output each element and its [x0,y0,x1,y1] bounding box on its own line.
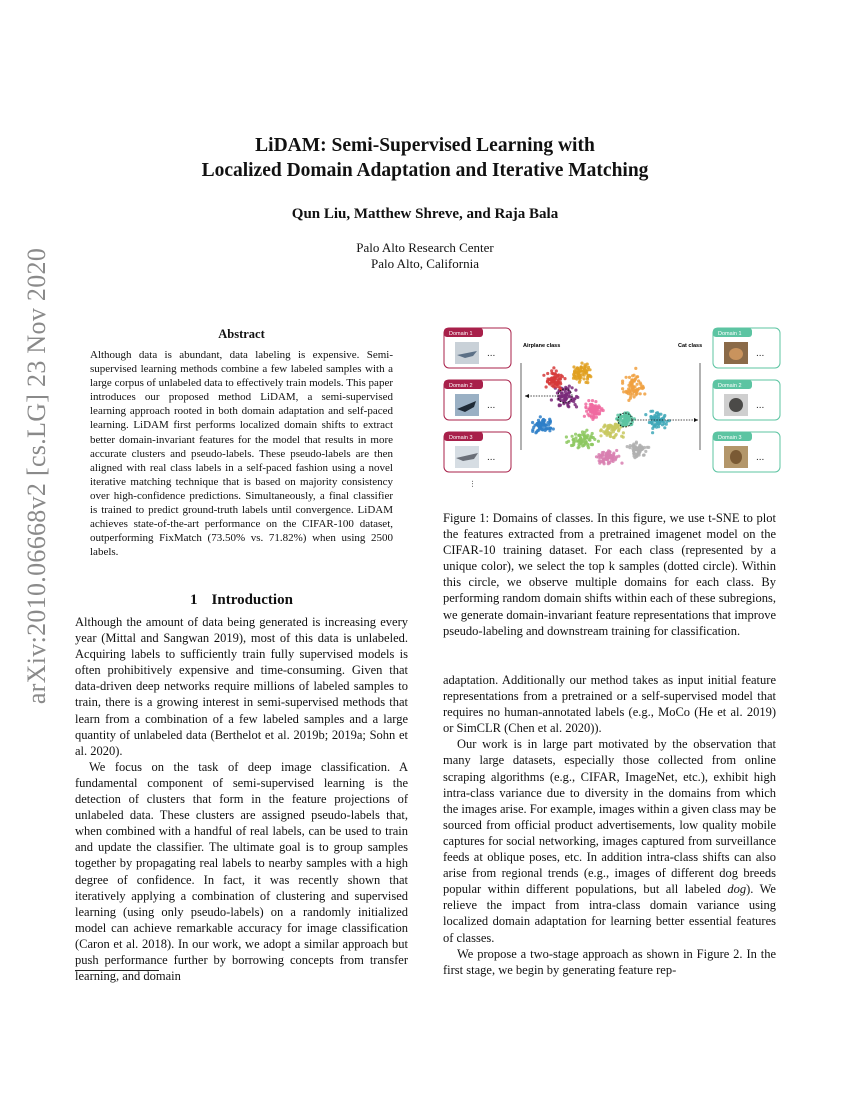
scatter-point-cluster-6 [580,441,583,444]
scatter-point-cluster-0 [560,395,563,398]
scatter-point-cluster-7 [609,435,612,438]
scatter-point-cluster-2 [586,363,589,366]
scatter-point-cluster-9 [615,449,618,452]
scatter-point-cluster-2 [581,373,584,376]
scatter-point-cluster-7 [605,428,608,431]
title-line-1: LiDAM: Semi-Supervised Learning with [255,135,595,156]
scatter-point-cluster-3 [621,380,624,383]
scatter-point-cluster-9 [606,455,609,458]
scatter-point-cluster-6 [571,435,574,438]
scatter-point-cluster-6 [591,432,594,435]
scatter-point-cluster-11 [584,403,587,406]
scatter-point-cluster-1 [559,378,562,381]
right-domain-panel [713,328,780,472]
scatter-point-cluster-10 [635,441,638,444]
scatter-point-cluster-5 [541,428,544,431]
scatter-point-cluster-11 [594,400,597,403]
scatter-point-cluster-3 [627,387,630,390]
p4-text-b: ). We relieve the impact from intra-class domain variance using localized domain adaptation for learning better essential features of classes. [443,882,776,945]
figure-1-graphic [443,325,783,497]
scatter-point-cluster-4 [653,417,656,420]
right-column-body [443,672,776,978]
scatter-point-cluster-1 [554,376,557,379]
scatter-point-cluster-10 [635,447,638,450]
scatter-point-cluster-0 [568,394,571,397]
scatter-point-cluster-1 [555,385,558,388]
scatter-point-cluster-3 [639,392,642,395]
scatter-point-cluster-11 [596,412,599,415]
scatter-point-cluster-1 [557,382,560,385]
scatter-point-cluster-6 [577,434,580,437]
scatter-point-cluster-2 [583,365,586,368]
scatter-point-cluster-2 [586,368,589,371]
scatter-point-cluster-6 [565,441,568,444]
scatter-point-cluster-4 [663,426,666,429]
intro-paragraph-5: We propose a two-stage approach as shown in Figure 2. In the first stage, we begin by generating feature rep- [443,946,776,977]
scatter-point-cluster-3 [641,385,644,388]
scatter-point-cluster-4 [644,413,647,416]
scatter-point-cluster-4 [657,415,660,418]
scatter-point-cluster-0 [550,398,553,401]
scatter-point-cluster-9 [598,459,601,462]
scatter-point-cluster-7 [614,434,617,437]
scatter-point-cluster-4 [650,421,653,424]
airplane-class-label: Airplane class [523,343,561,349]
intro-paragraph-1: Although the amount of data being generated is increasing every year (Mittal and Sangwan 2019), most of this data is unlabeled. Acquiring labels to sufficiently train fully supervised models is often prohibitively expensive and time-consuming. Given that data-driven deep networks require millions of labeled samples to train, there is a growing interest in semi-supervised methods that learn from a combination of a few labeled samples and a large quantity of unlabeled data (Berthelot et al. 2019b; 2019a; Sohn et al. 2020). [75,615,408,758]
scatter-point-cluster-6 [590,443,593,446]
right-domain-label-1: Domain 1 [718,331,742,337]
scatter-point-cluster-1 [563,377,566,380]
figure-1-caption: Figure 1: Domains of classes. In this figure, we use t-SNE to plot the features extracted from a pretrained imagenet model on the CIFAR-10 training dataset. For each class (represented by a unique color), we select the top k samples (dotted circle). Within this circle, we observe multiple domains for each class. By performing random domain shifts within each of these subregions, we generate domain-invariant feature representations that improve pseudo-labeling and downstream training for classification. [443,511,776,638]
scatter-point-cluster-11 [595,416,598,419]
arxiv-stamp [22,247,52,705]
scatter-point-cluster-8 [623,419,626,422]
scatter-point-cluster-3 [625,376,628,379]
scatter-point-cluster-4 [649,410,652,413]
scatter-point-cluster-3 [639,381,642,384]
scatter-point-cluster-11 [592,404,595,407]
scatter-point-cluster-1 [545,385,548,388]
scatter-point-cluster-10 [628,446,631,449]
scatter-point-cluster-3 [631,392,634,395]
scatter-point-cluster-4 [653,425,656,428]
scatter-point-cluster-3 [630,379,633,382]
scatter-point-cluster-4 [656,411,659,414]
scatter-point-cluster-4 [663,422,666,425]
intro-paragraph-2: We focus on the task of deep image classification. A fundamental component of semi-supervised learning is the detection of clusters that form in the feature projections of unlabeled data. These clusters are assigned pseudo-labels that, when combined with a handful of real labels, can be used to train and update the classifier. The ultimate goal is to group samples together by propagating real labels to nearby samples with a high degree of confidence. In fact, it was recently shown that iteratively applying a combination of clustering and supervised learning (using only pseudo-labels) on a randomly initialized model can achieve remarkable accuracy for image classification (Caron et al. 2018). In our work, we adopt a similar approach but push performance further by borrowing concepts from transfer learning, and domain [75,759,408,984]
scatter-point-cluster-6 [585,429,588,432]
scatter-point-cluster-1 [558,387,561,390]
ellipsis-l2: ... [487,400,496,411]
scatter-point-cluster-5 [538,422,541,425]
scatter-point-cluster-0 [564,390,567,393]
scatter-point-cluster-11 [591,399,594,402]
scatter-point-cluster-2 [580,362,583,365]
scatter-point-cluster-6 [597,440,600,443]
scatter-point-cluster-6 [579,436,582,439]
section-heading-introduction [75,592,408,609]
title-line-2: Localized Domain Adaptation and Iterative Matching [201,160,649,181]
scatter-point-cluster-11 [584,406,587,409]
scatter-point-cluster-2 [589,375,592,378]
scatter-point-cluster-5 [548,418,551,421]
scatter-point-cluster-6 [584,441,587,444]
scatter-point-cluster-0 [564,386,567,389]
scatter-point-cluster-3 [634,377,637,380]
scatter-point-cluster-7 [599,434,602,437]
scatter-point-cluster-6 [581,444,584,447]
scatter-point-cluster-4 [663,414,666,417]
scatter-point-cluster-2 [577,374,580,377]
scatter-point-cluster-2 [572,365,575,368]
section-number: 1 [190,592,198,608]
vertical-ellipsis-left: ... [470,480,480,488]
scatter-point-cluster-3 [643,392,646,395]
scatter-point-cluster-7 [617,424,620,427]
scatter-point-cluster-4 [657,422,660,425]
scatter-point-cluster-6 [565,435,568,438]
ellipsis-r2: ... [756,400,765,411]
scatter-point-cluster-5 [535,430,538,433]
scatter-point-cluster-0 [573,397,576,400]
scatter-point-cluster-3 [628,376,631,379]
scatter-point-cluster-0 [568,385,571,388]
scatter-point-cluster-3 [631,374,634,377]
p4-emphasis: dog [727,882,747,897]
paper-title [0,133,850,183]
ellipsis-l1: ... [487,348,496,359]
scatter-point-cluster-6 [592,436,595,439]
footnote-rule [75,970,159,971]
scatter-point-cluster-7 [613,426,616,429]
affiliation [0,240,850,272]
abstract-heading: Abstract [218,327,265,341]
scatter-point-cluster-7 [620,435,623,438]
scatter-point-cluster-6 [574,433,577,436]
scatter-point-cluster-7 [617,428,620,431]
scatter-point-cluster-1 [552,366,555,369]
scatter-point-cluster-5 [549,427,552,430]
scatter-point-cluster-3 [633,395,636,398]
scatter-point-cluster-2 [586,381,589,384]
affiliation-line-1: Palo Alto Research Center [356,240,494,255]
scatter-point-cluster-5 [531,430,534,433]
right-domain-label-2: Domain 2 [718,383,742,389]
scatter-point-cluster-9 [608,450,611,453]
scatter-point-cluster-0 [566,403,569,406]
scatter-point-cluster-11 [588,407,591,410]
scatter-point-cluster-3 [633,385,636,388]
scatter-point-cluster-2 [576,367,579,370]
scatter-point-cluster-0 [558,403,561,406]
scatter-point-cluster-10 [632,452,635,455]
scatter-point-cluster-11 [588,414,591,417]
affiliation-line-2: Palo Alto, California [371,256,479,271]
scatter-point-cluster-11 [592,412,595,415]
scatter-point-cluster-2 [586,378,589,381]
scatter-point-cluster-10 [640,446,643,449]
scatter-point-cluster-10 [642,454,645,457]
scatter-point-cluster-3 [627,399,630,402]
cat-class-label: Cat class [678,343,703,349]
scatter-point-cluster-5 [552,427,555,430]
scatter-point-cluster-10 [647,446,650,449]
scatter-point-cluster-7 [602,430,605,433]
section-title: Introduction [211,592,293,608]
scatter-point-cluster-2 [575,377,578,380]
scatter-point-cluster-3 [621,387,624,390]
abstract-text: Although data is abundant, data labeling is expensive. Semi-supervised learning methods combine a few labeled samples with a large corpus of unlabeled data to effectively train models. This paper introduces our proposed method LiDAM, a semi-supervised learning approach rooted in both domain adaptation and self-paced learning. LiDAM first performs localized domain shifts to extract better domain-invariant features for the model that results in more accurate clusters and pseudo-labels. These pseudo-labels are then aligned with real class labels in a self-paced fashion using a novel iterative matching technique that is based on majority consistency over high-confidence predictions. Simultaneously, a final classifier is trained to predict ground-truth labels until convergence. LiDAM achieves state-of-the-art performance on the CIFAR-100 dataset, outperforming FixMatch (73.50% vs. 71.82%) when using 2500 labels. [90,349,393,559]
scatter-point-cluster-3 [634,367,637,370]
scatter-point-cluster-0 [574,403,577,406]
right-domain-label-3: Domain 3 [718,435,742,441]
scatter-point-cluster-2 [580,370,583,373]
cat-icon [729,398,743,412]
scatter-point-cluster-2 [583,377,586,380]
scatter-point-cluster-4 [650,415,653,418]
scatter-point-cluster-2 [578,381,581,384]
scatter-point-cluster-2 [580,366,583,369]
scatter-point-cluster-6 [574,436,577,439]
scatter-point-cluster-1 [560,374,563,377]
scatter-point-cluster-0 [571,386,574,389]
ellipsis-r1: ... [756,348,765,359]
scatter-point-cluster-6 [578,445,581,448]
figure-1 [443,325,783,497]
scatter-point-cluster-9 [601,453,604,456]
scatter-point-cluster-1 [542,374,545,377]
arrow-head-left-icon [525,394,529,398]
left-column-body [75,614,408,984]
arrow-head-right-icon [694,418,698,422]
scatter-point-cluster-7 [609,432,612,435]
scatter-point-cluster-9 [597,453,600,456]
scatter-point-cluster-5 [531,421,534,424]
scatter-point-cluster-1 [555,369,558,372]
scatter-point-cluster-1 [546,372,549,375]
p4-text-a: Our work is in large part motivated by the observation that many large datasets, especially those collected from online scraping algorithms (e.g., CIFAR, ImageNet, etc.), exhibit high intra-class variance due to diversity in the domains from which the images arise. For example, images within a given class may be sourced from official product advertisements, low quality mobile captures for social networking, images captured from surveillance feeds at oblique poses, etc. In addition intra-class shifts can also arise from regional trends (e.g., images of different dog breeds popular within different populations, but all labeled [443,737,776,897]
tsne-plot [521,343,702,465]
scatter-point-cluster-6 [586,444,589,447]
scatter-point-cluster-3 [636,383,639,386]
scatter-point-cluster-9 [601,459,604,462]
scatter-point-cluster-9 [608,461,611,464]
scatter-point-cluster-4 [651,431,654,434]
cat-icon [729,348,743,360]
ellipsis-r3: ... [756,452,765,463]
scatter-point-cluster-11 [591,418,594,421]
scatter-point-cluster-8 [620,419,623,422]
scatter-point-cluster-9 [612,453,615,456]
intro-paragraph-4 [443,736,776,945]
scatter-point-cluster-3 [625,390,628,393]
scatter-point-cluster-2 [574,371,577,374]
scatter-point-cluster-11 [585,410,588,413]
scatter-point-cluster-10 [632,445,635,448]
scatter-point-cluster-3 [630,384,633,387]
scatter-point-cluster-7 [599,429,602,432]
scatter-point-cluster-10 [644,450,647,453]
scatter-point-cluster-7 [603,424,606,427]
scatter-point-cluster-6 [572,441,575,444]
scatter-point-cluster-5 [545,427,548,430]
scatter-point-cluster-2 [584,371,587,374]
scatter-point-cluster-9 [620,462,623,465]
scatter-point-cluster-3 [636,388,639,391]
scatter-point-cluster-0 [574,389,577,392]
scatter-point-cluster-6 [587,438,590,441]
arxiv-id: arXiv:2010.06668v2 [cs.LG] 23 Nov 2020 [22,247,51,705]
scatter-point-cluster-10 [638,449,641,452]
scatter-point-cluster-5 [545,424,548,427]
scatter-point-cluster-11 [600,407,603,410]
scatter-point-cluster-1 [550,369,553,372]
cat-icon [730,450,742,464]
scatter-point-cluster-10 [636,452,639,455]
scatter-point-cluster-9 [615,455,618,458]
scatter-point-cluster-7 [622,431,625,434]
intro-paragraph-3: adaptation. Additionally our method takes as input initial feature representations from a pretrained or a self-supervised model that requires no human-annotated labels (e.g., MoCo (He et al. 2019) or SimCLR (Chen et al. 2020)). [443,673,776,736]
scatter-point-cluster-11 [595,406,598,409]
scatter-point-cluster-7 [605,434,608,437]
left-domain-panel [444,328,511,488]
scatter-point-cluster-5 [541,420,544,423]
authors: Qun Liu, Matthew Shreve, and Raja Bala [291,206,559,222]
scatter-point-cluster-5 [539,415,542,418]
scatter-point-cluster-11 [592,415,595,418]
scatter-point-cluster-2 [573,374,576,377]
scatter-points [531,362,671,466]
scatter-point-cluster-1 [550,376,553,379]
scatter-point-cluster-11 [587,399,590,402]
scatter-point-cluster-11 [583,415,586,418]
left-domain-label-2: Domain 2 [449,383,473,389]
ellipsis-l3: ... [487,452,496,463]
scatter-point-cluster-0 [564,399,567,402]
left-domain-label-1: Domain 1 [449,331,473,337]
left-domain-label-3: Domain 3 [449,435,473,441]
